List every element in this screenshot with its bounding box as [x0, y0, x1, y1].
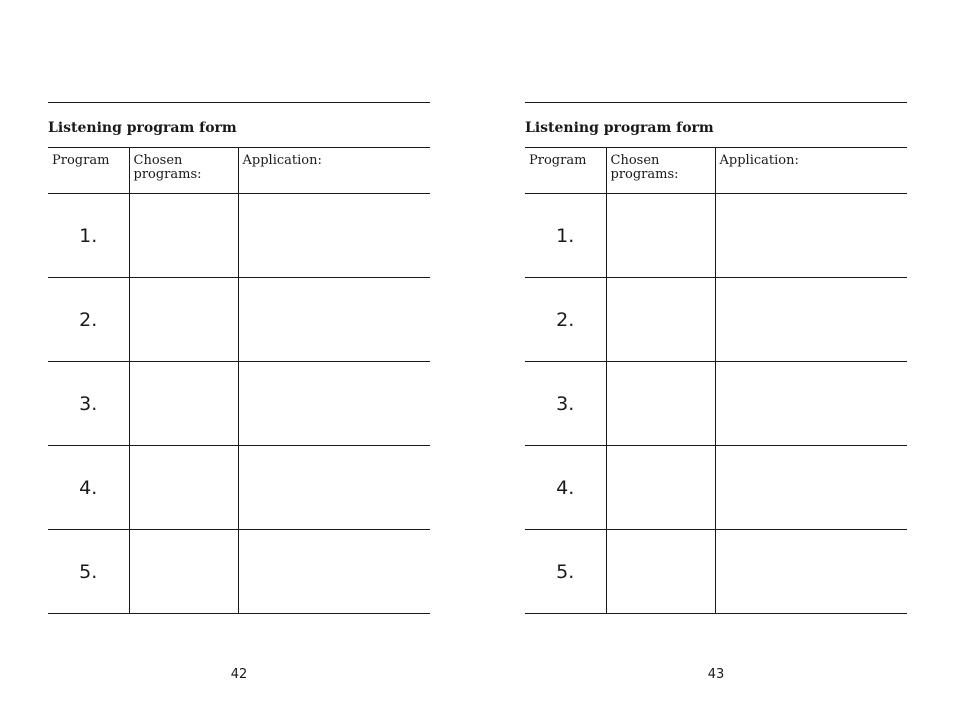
table-row	[48, 446, 430, 530]
program-number: 1.	[525, 194, 606, 278]
table-row	[525, 446, 907, 530]
header-application: Application:	[715, 148, 907, 194]
chosen-programs-cell[interactable]	[129, 530, 238, 614]
page-number: 42	[230, 667, 248, 682]
table-row	[525, 362, 907, 446]
table-row	[48, 530, 430, 614]
table-row	[525, 278, 907, 362]
top-rule	[525, 102, 907, 103]
chosen-programs-cell[interactable]	[606, 530, 715, 614]
application-cell[interactable]	[238, 278, 430, 362]
program-number: 5.	[525, 530, 606, 614]
program-number: 4.	[48, 446, 129, 530]
application-cell[interactable]	[238, 194, 430, 278]
header-chosen-programs: Chosen programs:	[606, 148, 715, 194]
table-row	[48, 278, 430, 362]
header-application: Application:	[238, 148, 430, 194]
chosen-programs-cell[interactable]	[606, 446, 715, 530]
header-chosen-programs: Chosen programs:	[129, 148, 238, 194]
application-cell[interactable]	[715, 446, 907, 530]
chosen-programs-cell[interactable]	[129, 362, 238, 446]
program-number: 5.	[48, 530, 129, 614]
table-header-row	[48, 148, 430, 194]
program-number: 2.	[525, 278, 606, 362]
header-program: Program	[48, 148, 129, 194]
header-program: Program	[525, 148, 606, 194]
program-number: 1.	[48, 194, 129, 278]
application-cell[interactable]	[715, 362, 907, 446]
page-left	[48, 0, 430, 709]
chosen-programs-cell[interactable]	[129, 278, 238, 362]
chosen-programs-cell[interactable]	[606, 194, 715, 278]
program-number: 3.	[525, 362, 606, 446]
program-number: 4.	[525, 446, 606, 530]
application-cell[interactable]	[715, 278, 907, 362]
table-header-row	[525, 148, 907, 194]
form-title: Listening program form	[525, 120, 714, 136]
table-row	[525, 530, 907, 614]
chosen-programs-cell[interactable]	[606, 362, 715, 446]
application-cell[interactable]	[715, 530, 907, 614]
application-cell[interactable]	[715, 194, 907, 278]
application-cell[interactable]	[238, 530, 430, 614]
application-cell[interactable]	[238, 362, 430, 446]
program-number: 2.	[48, 278, 129, 362]
page-right	[525, 0, 907, 709]
chosen-programs-cell[interactable]	[606, 278, 715, 362]
listening-program-table	[48, 147, 430, 614]
table-row	[48, 194, 430, 278]
program-number: 3.	[48, 362, 129, 446]
application-cell[interactable]	[238, 446, 430, 530]
chosen-programs-cell[interactable]	[129, 194, 238, 278]
form-title: Listening program form	[48, 120, 237, 136]
chosen-programs-cell[interactable]	[129, 446, 238, 530]
table-row	[525, 194, 907, 278]
listening-program-table	[525, 147, 907, 614]
top-rule	[48, 102, 430, 103]
table-row	[48, 362, 430, 446]
page-number: 43	[707, 667, 725, 682]
